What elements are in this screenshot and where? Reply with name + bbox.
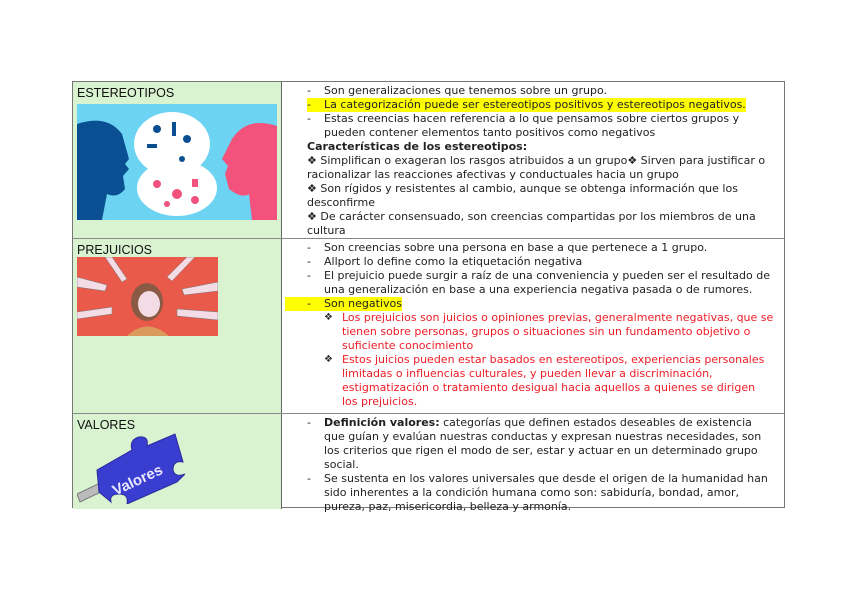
highlighted-bullet-text: La categorización puede ser estereotipos positivos y estereotipos negativos. xyxy=(324,98,746,111)
characteristic-item: ❖ De carácter consensuado, son creencias compartidas por los miembros de una cultura xyxy=(307,210,756,237)
highlighted-bullet-text: Son negativos xyxy=(324,297,402,310)
row-estereotipos xyxy=(73,82,784,239)
bullet-text: Se sustenta en los valores universales que desde el origen de la humanidad han sido inherentes a la condición humana como son: sabiduría, bondad, amor, pureza, paz, misericordia, belleza y armonía. xyxy=(324,472,768,513)
values-puzzle-image xyxy=(77,432,185,504)
label-cell xyxy=(73,239,282,413)
red-sub-bullet-text: Los prejuicios son juicios o opiniones previas, generalmente negativas, que se tienen sobre personas, grupos o situaciones sin un fundamento objetivo o suficiente conocimiento xyxy=(342,311,774,352)
characteristic-item: ❖ Son rígidos y resistentes al cambio, aunque se obtenga información que los desconfirme xyxy=(307,182,738,209)
row-valores xyxy=(73,414,784,513)
red-sub-bullet-text: Estos juicios pueden estar basados en estereotipos, experiencias personales limitadas o influencias culturales, y pueden llevar a discriminación, estigmatización o tratamiento desigual hacia aquellos a quienes se dirigen los prejuicios. xyxy=(342,353,765,408)
label-cell xyxy=(73,414,282,509)
label-cell xyxy=(73,82,282,238)
row-title: PREJUICIOS xyxy=(77,243,153,257)
characteristics-heading: Características de los estereotipos: xyxy=(307,140,528,153)
diamond-bullet-icon: ❖ xyxy=(324,312,333,323)
diamond-bullet-icon: ❖ xyxy=(324,354,333,365)
content-cell: - Definición valores: categorías que definen estados deseables de existencia que guían y evalúan nuestras conductas y expresan nuestras necesidades, son los criterios que rigen el modo de ser, estar y actuar en un determinado grupo social. - Se sustenta en los valores universales que desde el origen de la humanidad han sido inherentes a la condición humana como son: sabiduría, bondad, amor, pureza, paz, misericordia, belleza y armonía. xyxy=(307,416,768,513)
content-cell: - Son generalizaciones que tenemos sobre un grupo. - La categorización puede ser estereotipos positivos y estereotipos negativos. - Estas creencias hacen referencia a lo que pensamos sobre ciertos grupos y pueden contener elementos tanto positivos como negativos Características de los estereotipos: ❖ Simplifican o exageran los rasgos atribuidos a un grupo❖ Sirven para justificar o racionalizar las reacciones afectivas y conductuales hacia un grupo ❖ Son rígidos y resistentes al cambio, aunque se obtenga información que los desconfirme ❖ De carácter consensuado, son creencias compartidas por los miembros de una cultura xyxy=(283,82,784,238)
concepts-table xyxy=(72,81,785,513)
stereotypes-image xyxy=(77,104,277,220)
row-prejuicios xyxy=(73,239,784,414)
row-title: ESTEREOTIPOS xyxy=(77,86,175,100)
puzzle-label: Valores xyxy=(109,461,166,500)
characteristic-item: ❖ Simplifican o exageran los rasgos atribuidos a un grupo❖ Sirven para justificar o racionalizar las reacciones afectivas y conductuales hacia un grupo xyxy=(307,154,766,181)
content-cell: - Son creencias sobre una persona en base a que pertenece a 1 grupo. - Allport lo define como la etiquetación negativa - El prejuicio puede surgir a raíz de una conveniencia y pueden ser el resultado de una generalización en base a una experiencia negativa pasada o de rumores. - Son negativos ❖ Los prejuicios son juicios o opiniones previas, generalmente negativas, que se tienen sobre personas, grupos o situaciones sin un fundamento objetivo o suficiente conocimiento ❖ Estos juicios pueden estar basados en estereotipos, experiencias personales limitadas o influencias culturales, y pueden llevar a discriminación, estigmatización o tratamiento desigual hacia aquellos a quienes se dirigen los prejuicios. xyxy=(283,239,784,413)
bullet-text: El prejuicio puede surgir a raíz de una conveniencia y pueden ser el resultado de una generalización en base a una experiencia negativa pasada o de rumores. xyxy=(324,269,770,296)
bullet-text: Allport lo define como la etiquetación negativa xyxy=(324,255,583,268)
bullet-text: Son creencias sobre una persona en base a que pertenece a 1 grupo. xyxy=(324,241,708,254)
row-title: VALORES xyxy=(77,418,136,432)
prejudice-image xyxy=(77,257,218,336)
bullet-text: Estas creencias hacen referencia a lo que pensamos sobre ciertos grupos y pueden contener elementos tanto positivos como negativos xyxy=(324,112,740,139)
definition-label: Definición valores: xyxy=(324,416,440,429)
definition-text: categorías que definen estados deseables de existencia que guían y evalúan nuestras conductas y expresan nuestras necesidades, son los criterios que rigen el modo de ser, estar y actuar en un determinado grupo social. xyxy=(324,416,762,471)
bullet-text: Son generalizaciones que tenemos sobre un grupo. xyxy=(324,84,607,97)
